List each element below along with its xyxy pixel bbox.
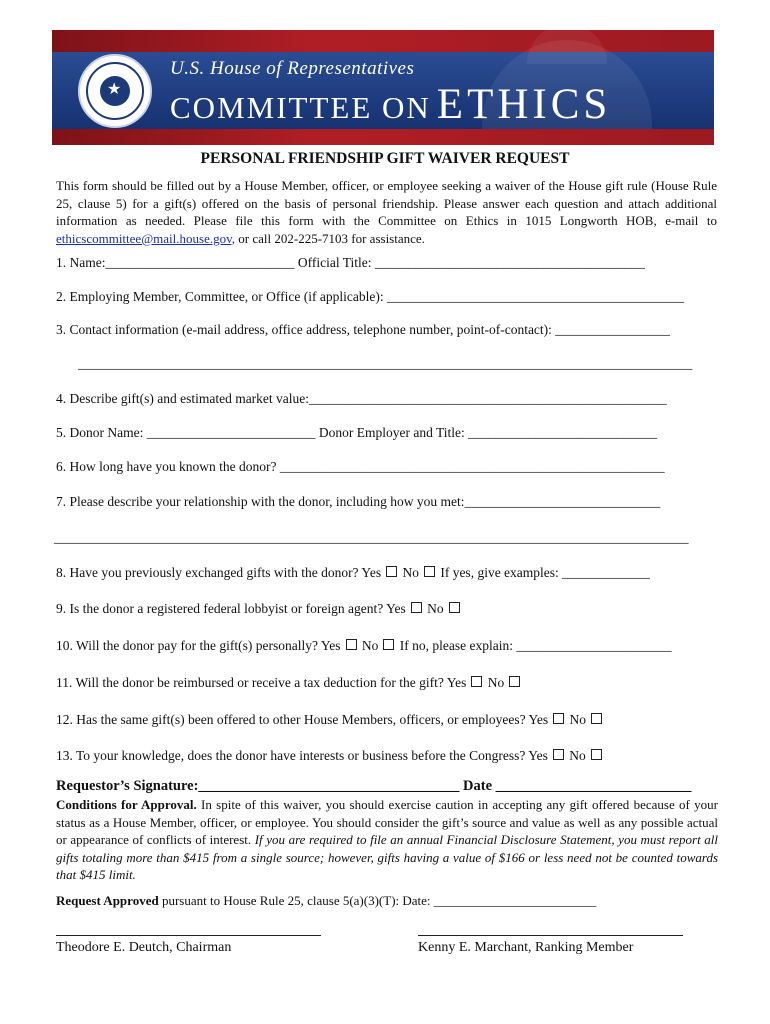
question-10 (56, 638, 672, 654)
question-12 (56, 712, 604, 728)
yes-checkbox[interactable] (471, 676, 482, 687)
question-8-text: 8. Have you previously exchanged gifts with the donor? Yes (56, 565, 382, 580)
no-checkbox[interactable] (509, 676, 520, 687)
conditions-text: In spite of this waiver, you should exercise caution in accepting any gift offered because of your status as a House Member, officer, or employee. You should consider the gift’s source and value as well as any possible actual or appearance of conflicts of interest. (56, 797, 718, 847)
question-8-examples[interactable]: If yes, give examples: _____________ (436, 565, 650, 580)
question-12-text: 12. Has the same gift(s) been offered to other House Members, officers, or employees? Yes (56, 712, 549, 727)
banner-stripe-bottom (52, 129, 714, 145)
seal-eagle-icon (100, 76, 130, 106)
conditions-italic-text: If you are required to file an annual Financial Disclosure Statement, you must report all gifts totaling more than $415 from a single source; however, gifts having a value of $166 or less need not be counted towards that $415 limit. (56, 832, 718, 882)
yes-checkbox[interactable] (386, 566, 397, 577)
yes-checkbox[interactable] (553, 713, 564, 724)
no-label: No (565, 748, 586, 763)
no-checkbox[interactable] (591, 749, 602, 760)
chair-signature-line[interactable] (56, 935, 321, 936)
banner-title (170, 80, 611, 129)
form-title: PERSONAL FRIENDSHIP GIFT WAIVER REQUEST (200, 150, 570, 167)
no-checkbox[interactable] (591, 713, 602, 724)
ranking-signature-line[interactable] (418, 935, 683, 936)
intro-tail: or call 202-225-7103 for assistance. (235, 230, 425, 246)
question-13-text: 13. To your knowledge, does the donor have interests or business before the Congress? Yes (56, 748, 548, 763)
banner-subtitle: U.S. House of Representatives (170, 58, 415, 79)
question-4[interactable]: 4. Describe gift(s) and estimated market value:_____________________________________________________ (56, 391, 667, 406)
no-label: No (423, 601, 444, 616)
banner-ethics-text: ETHICS (436, 81, 612, 128)
chairman-name: Theodore E. Deutch, Chairman (56, 940, 232, 955)
question-7[interactable]: 7. Please describe your relationship with the donor, including how you met:_____________________________ (56, 494, 661, 509)
question-9-text: 9. Is the donor a registered federal lobbyist or foreign agent? Yes (56, 601, 406, 616)
no-checkbox[interactable] (449, 602, 460, 613)
question-5[interactable]: 5. Donor Name: _________________________ Donor Employer and Title: ____________________________ (56, 425, 658, 440)
yes-checkbox[interactable] (411, 602, 422, 613)
question-6[interactable]: 6. How long have you known the donor? _________________________________________________________ (56, 459, 665, 474)
question-3[interactable]: 3. Contact information (e-mail address, office address, telephone number, point-of-contact): _________________ (56, 322, 671, 337)
house-seal-logo (78, 54, 152, 128)
approval-date-field[interactable]: pursuant to House Rule 25, clause 5(a)(3)(T): Date: _________________________ (158, 893, 597, 908)
question-8 (56, 565, 650, 581)
intro-paragraph (56, 177, 717, 247)
capitol-cupola-graphic (527, 30, 607, 64)
question-1[interactable]: 1. Name:____________________________ Official Title: ________________________________________ (56, 255, 645, 270)
conditions-paragraph (56, 796, 718, 884)
no-label: No (358, 638, 379, 653)
committee-banner (52, 30, 714, 145)
question-3-continuation[interactable]: ___________________________________________________________________________________________ (78, 356, 693, 371)
yes-checkbox[interactable] (553, 749, 564, 760)
question-9 (56, 601, 462, 617)
question-10-text: 10. Will the donor pay for the gift(s) personally? Yes (56, 638, 341, 653)
email-link[interactable]: ethicscommittee@mail.house.gov, (56, 230, 236, 246)
no-label: No (399, 565, 419, 580)
no-label: No (566, 712, 586, 727)
question-13 (56, 748, 604, 764)
yes-checkbox[interactable] (346, 639, 357, 650)
approval-line (56, 893, 596, 909)
banner-stripe-top (52, 30, 714, 52)
intro-text: This form should be filled out by a House Member, officer, or employee seeking a waiver of the House gift rule (House Rule 25, clause 5) for a gift(s) offered on the basis of personal friendship. Please answer each question and attach additional information as needed. Please file this form with the Committee on Ethics in 1015 Longworth HOB, e-mail to (56, 178, 717, 228)
no-checkbox[interactable] (383, 639, 394, 650)
question-7-continuation[interactable]: ______________________________________________________________________________________________ (54, 530, 689, 545)
question-11-text: 11. Will the donor be reimbursed or receive a tax deduction for the gift? Yes (56, 675, 467, 690)
conditions-label: Conditions for Approval. (56, 797, 197, 812)
requestor-signature-line[interactable]: Requestor’s Signature:____________________________________ Date ___________________________ (56, 778, 692, 794)
question-11 (56, 675, 522, 691)
question-2[interactable]: 2. Employing Member, Committee, or Office (if applicable): ____________________________________________ (56, 289, 684, 304)
no-checkbox[interactable] (424, 566, 435, 577)
question-10-explain[interactable]: If no, please explain: _______________________ (396, 638, 672, 653)
ranking-member-name: Kenny E. Marchant, Ranking Member (418, 940, 634, 955)
approval-label: Request Approved (56, 893, 159, 908)
no-label: No (484, 675, 505, 690)
banner-committee-text: COMMITTEE ON (170, 90, 431, 125)
